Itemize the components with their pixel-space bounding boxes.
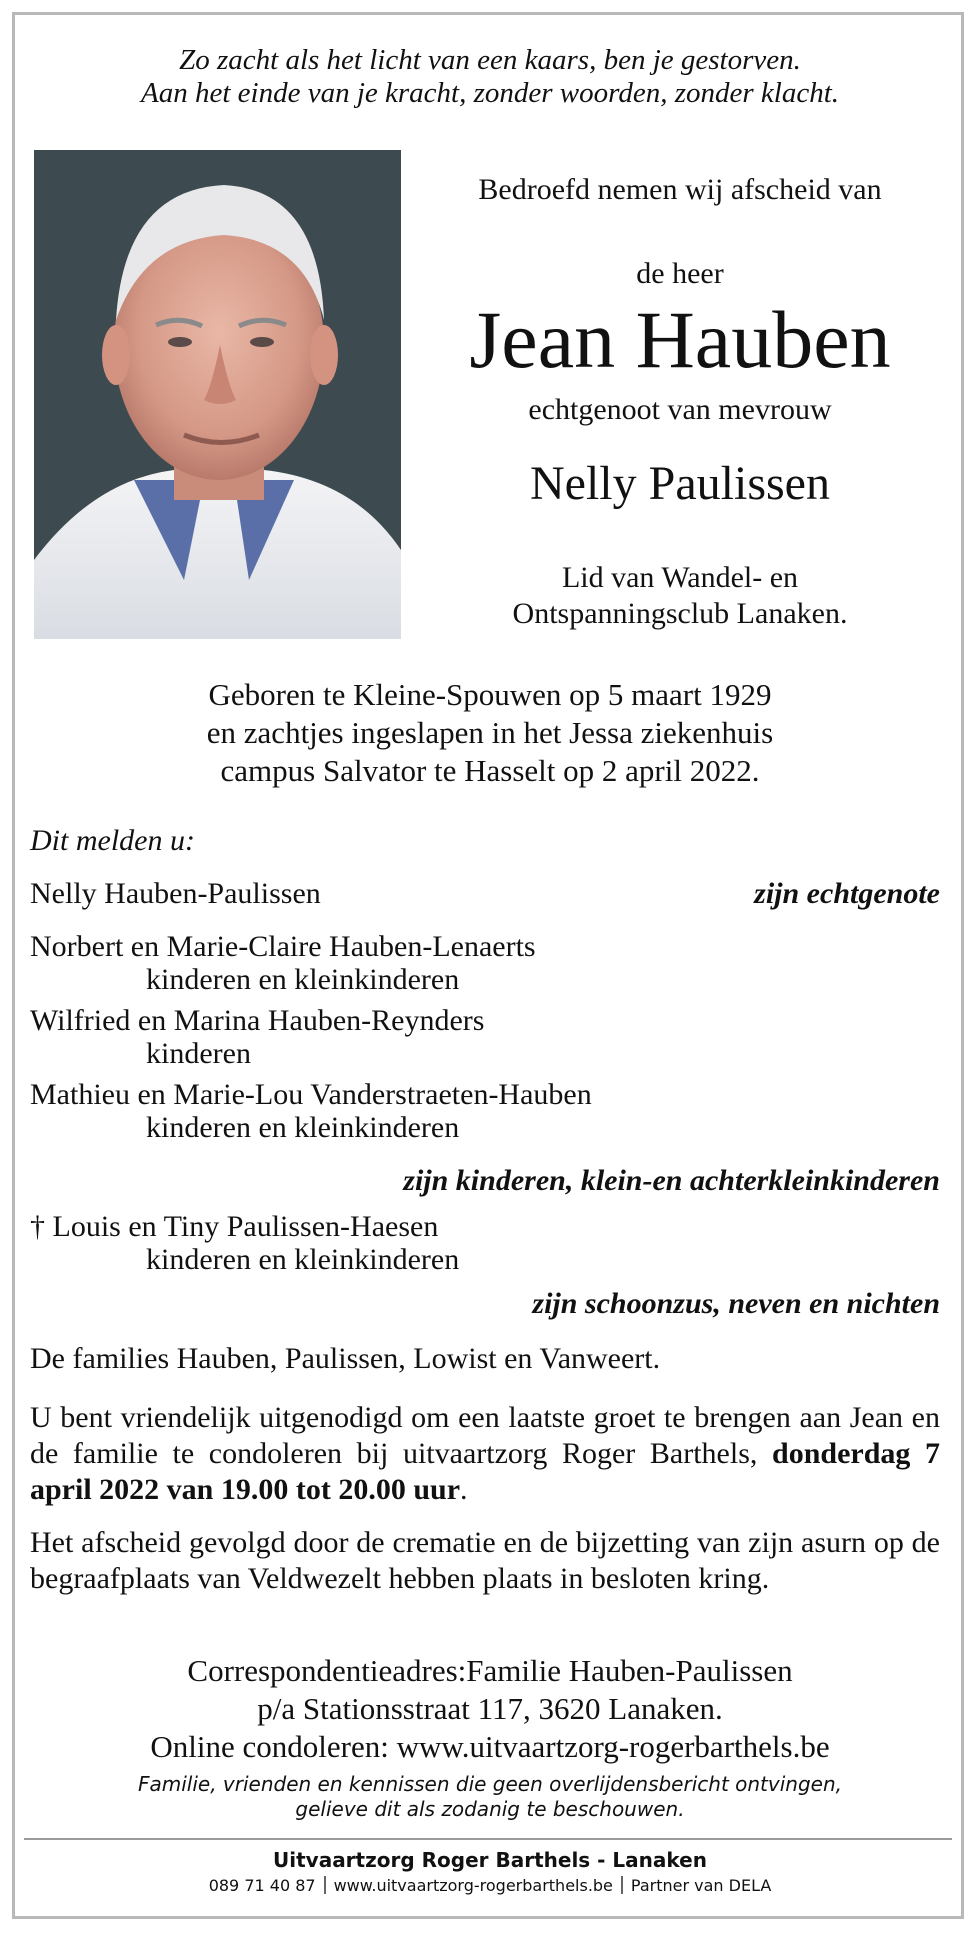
- contact-street-line: p/a Stationsstraat 117, 3620 Lanaken.: [257, 1691, 723, 1726]
- footer-phone: 089 71 40 87: [208, 1876, 316, 1895]
- families-line: De families Hauben, Paulissen, Lowist en Vanweert.: [30, 1342, 661, 1375]
- birth-line-3: campus Salvator te Hasselt op 2 april 2022.: [220, 753, 760, 788]
- invitation-date-time: donderdag 7 april 2022 van 19.00 tot 20.00 uur: [30, 1437, 941, 1506]
- contact-address-line: Correspondentieadres:Familie Hauben-Paulissen: [187, 1653, 793, 1688]
- notice: [0, 1772, 980, 1822]
- child-entry-3: [30, 1076, 940, 1146]
- invitation-end: .: [460, 1473, 468, 1506]
- child-entry-3-name: Mathieu en Marie-Lou Vanderstraeten-Hauben: [30, 1078, 592, 1111]
- inlaws-entry-name: † Louis en Tiny Paulissen-Haesen: [30, 1210, 439, 1243]
- spouse-entry-name: Nelly Hauben-Paulissen: [30, 877, 321, 910]
- contact-block: [0, 1652, 980, 1766]
- birth-death-info: [0, 676, 980, 790]
- footer-separator: [324, 1876, 326, 1894]
- child-entry-2-sub: kinderen: [146, 1037, 251, 1070]
- portrait-photo: [34, 150, 401, 639]
- spouse-name: Nelly Paulissen: [530, 457, 830, 510]
- inlaws-entry: [30, 1208, 940, 1278]
- deceased-name: Jean Hauben: [469, 294, 891, 385]
- footer-details: [0, 1876, 980, 1895]
- inlaws-role: zijn schoonzus, neven en nichten: [532, 1287, 940, 1320]
- birth-line-1: Geboren te Kleine-Spouwen op 5 maart 1929: [208, 677, 772, 712]
- spouse-entry: [30, 875, 940, 912]
- quote-line-1: Zo zacht als het licht van een kaars, ben je gestorven.: [179, 44, 801, 76]
- child-entry-1-name: Norbert en Marie-Claire Hauben-Lenaerts: [30, 930, 536, 963]
- quote: [0, 44, 980, 110]
- footer-company: Uitvaartzorg Roger Barthels - Lanaken: [273, 1848, 707, 1872]
- child-entry-2: [30, 1002, 940, 1072]
- spouse-role: zijn echtgenote: [754, 877, 940, 910]
- child-entry-2-name: Wilfried en Marina Hauben-Reynders: [30, 1004, 485, 1037]
- farewell-paragraph: Het afscheid gevolgd door de crematie en de bijzetting van zijn asurn op de begraafplaats van Veldwezelt hebben plaats in besloten kring.: [30, 1526, 940, 1595]
- inlaws-entry-sub: kinderen en kleinkinderen: [146, 1243, 460, 1276]
- footer-separator: [621, 1876, 623, 1894]
- child-entry-1: [30, 928, 940, 998]
- invitation-paragraph: [30, 1400, 940, 1508]
- birth-line-2: en zachtjes ingeslapen in het Jessa ziekenhuis: [206, 715, 774, 750]
- online-condolence-line: Online condoleren: www.uitvaartzorg-rogerbarthels.be: [150, 1729, 830, 1764]
- quote-line-2: Aan het einde van je kracht, zonder woorden, zonder klacht.: [141, 77, 839, 109]
- spouse-label: echtgenoot van mevrouw: [528, 393, 832, 426]
- club-line-2: Ontspanningsclub Lanaken.: [512, 597, 848, 630]
- notice-line-1: Familie, vrienden en kennissen die geen overlijdensbericht ontvingen,: [138, 1772, 842, 1796]
- child-entry-3-sub: kinderen en kleinkinderen: [146, 1111, 460, 1144]
- portrait-illustration: [34, 150, 401, 639]
- children-role: zijn kinderen, klein-en achterkleinkinderen: [403, 1164, 940, 1197]
- child-entry-1-sub: kinderen en kleinkinderen: [146, 963, 460, 996]
- footer-partner: Partner van DELA: [630, 1876, 772, 1895]
- footer-website[interactable]: www.uitvaartzorg-rogerbarthels.be: [333, 1876, 613, 1895]
- club-membership: [420, 560, 940, 632]
- notice-line-2: gelieve dit als zodanig te beschouwen.: [295, 1797, 685, 1821]
- intro-line: Bedroefd nemen wij afscheid van: [478, 173, 882, 206]
- announce-label: Dit melden u:: [30, 824, 195, 857]
- club-line-1: Lid van Wandel- en: [561, 561, 799, 594]
- invitation-text: U bent vriendelijk uitgenodigd om een laatste groet te brengen aan Jean en de familie te condoleren bij uitvaartzorg Roger Barthels,: [30, 1401, 940, 1470]
- title-line: de heer: [636, 257, 724, 290]
- footer-divider: [24, 1838, 952, 1840]
